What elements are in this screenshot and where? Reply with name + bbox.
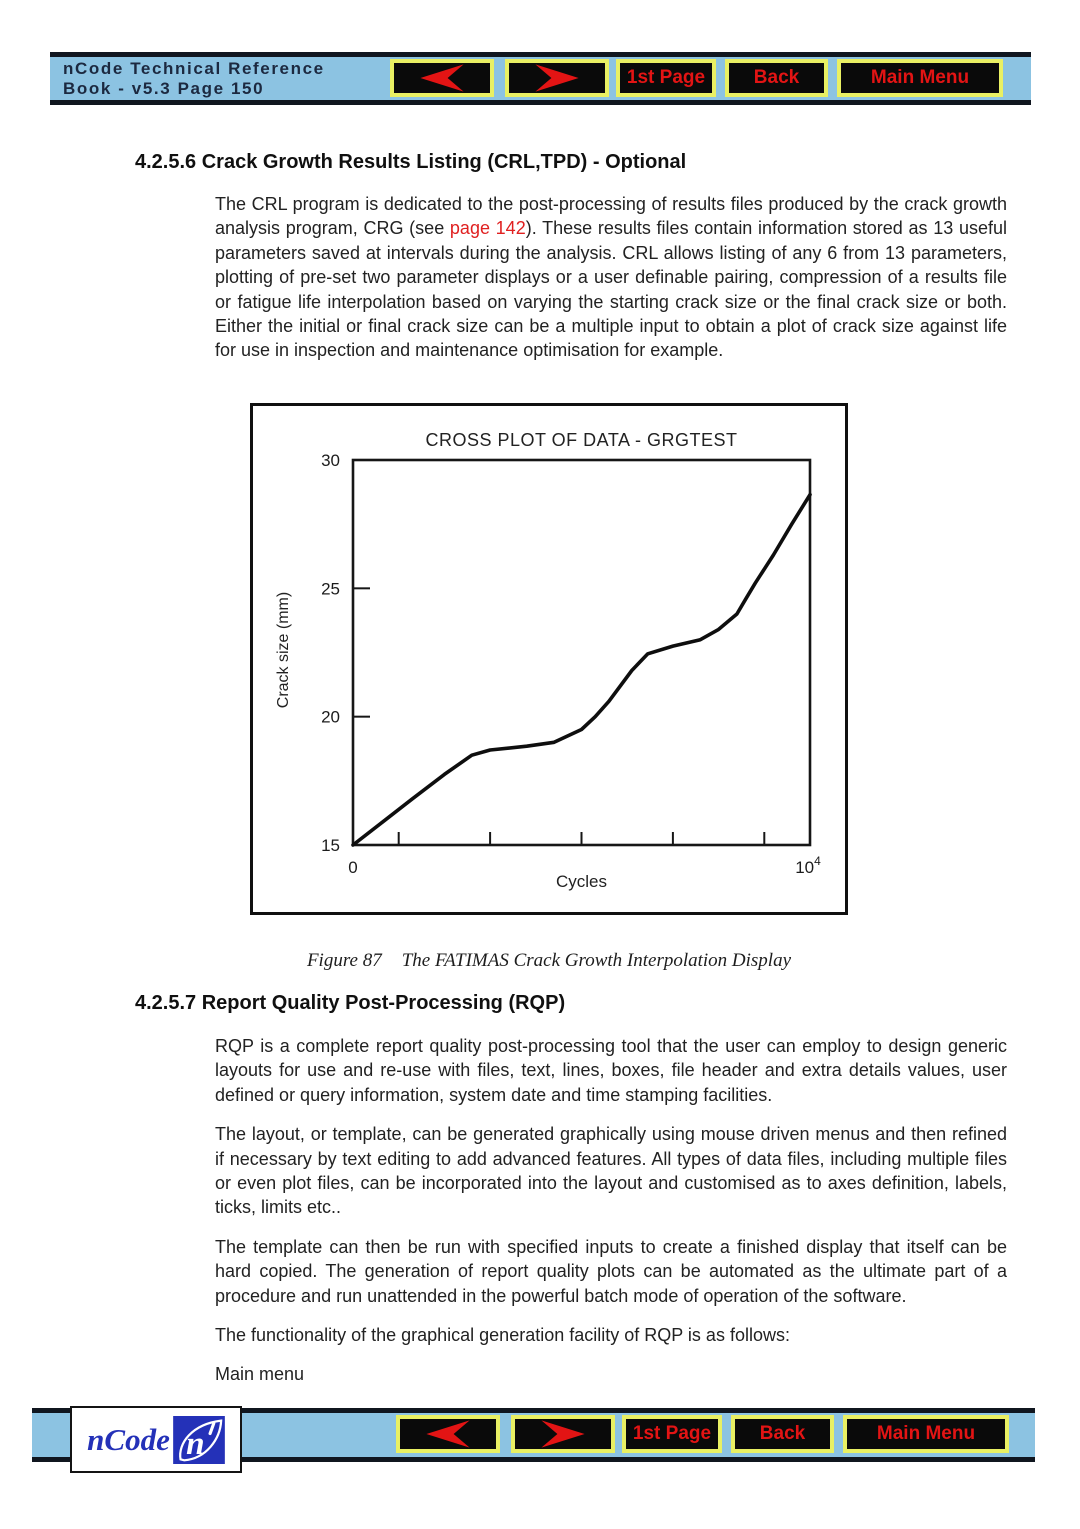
paragraph-text-part2: ). These results files contain information stored as 13 useful parameters saved at intervals during the analysis. CRL allows listing of any 6 from 13 parameters, plotting of pre-set two parameter displays or a user definable pairing, compression of a results file or fatigue life interpolation based on varying the starting crack size or the final crack size or both. Either the initial or final crack size can be a multiple input to obtain a plot of crack size against life for use in inspection and maintenance optimisation for example. [215, 218, 1008, 361]
svg-text:n: n [185, 1424, 205, 1462]
back-button[interactable] [725, 59, 828, 97]
page-142-link[interactable]: page 142 [449, 218, 526, 239]
section-heading-crack-growth: 4.2.5.6 Crack Growth Results Listing (CRL,TPD) - Optional [135, 151, 687, 173]
back-button-label: Back [753, 67, 800, 88]
svg-text:25: 25 [321, 579, 340, 599]
document-title [63, 59, 325, 99]
previous-page-button[interactable] [390, 59, 494, 97]
figure-87-box [250, 403, 848, 915]
section-heading-rqp: 4.2.5.7 Report Quality Post-Processing (RQP) [135, 992, 566, 1014]
svg-text:104: $10^4$ [795, 854, 821, 877]
main-menu-list-item: Main menu [215, 1364, 305, 1385]
svg-text:20: 20 [321, 707, 340, 727]
svg-text:15: 15 [321, 836, 340, 855]
figure-caption-text: The FATIMAS Crack Growth Interpolation Display [401, 950, 792, 971]
left-arrow-icon [413, 62, 471, 94]
rqp-paragraph-3: The template can then be run with specified inputs to create a finished display that itself can be hard copied. The generation of report quality plots can be automated as the ultimate part of a procedure and run unattended in the powerful batch mode of operation of the software. [215, 1236, 1007, 1306]
first-page-button-label: 1st Page [632, 1423, 712, 1444]
back-button-label: Back [759, 1423, 806, 1444]
previous-page-button[interactable] [396, 1415, 500, 1453]
top-nav-bar [50, 52, 1031, 105]
figure-caption-label: Figure 87 [306, 950, 382, 971]
left-arrow-icon [419, 1418, 477, 1450]
figure-caption [250, 950, 848, 972]
chart-title: CROSS PLOT OF DATA - GRGTEST [425, 430, 738, 450]
right-arrow-icon [528, 62, 586, 94]
next-page-button[interactable] [505, 59, 609, 97]
chart-y-axis-label: Crack size (mm) [275, 591, 292, 709]
first-page-button-label: 1st Page [626, 67, 706, 88]
next-page-button[interactable] [511, 1415, 615, 1453]
first-page-button[interactable] [616, 59, 716, 97]
document-title-line2: Book - v5.3 Page 150 [63, 79, 265, 98]
main-menu-button-label: Main Menu [876, 1423, 976, 1444]
crack-growth-paragraph [215, 192, 1007, 363]
ncode-logo [70, 1406, 242, 1473]
paragraph-text-part1: The CRL program is dedicated to the post-processing of results files produced by the crack growth analysis program, CRG (see [215, 194, 1007, 239]
right-arrow-icon [534, 1418, 592, 1450]
ncode-logo-text: nCode [87, 1422, 170, 1457]
crack-growth-plot [253, 406, 845, 912]
rqp-paragraph-1: RQP is a complete report quality post-processing tool that the user can employ to design generic layouts for use and re-use with files, text, lines, boxes, file header and extra details values, user defined or query information, system date and time stamping facilities. [215, 1036, 1007, 1105]
svg-text:0: 0 [348, 858, 358, 877]
document-title-line1: nCode Technical Reference [63, 59, 325, 78]
main-menu-button-label: Main Menu [870, 67, 970, 88]
main-menu-button[interactable] [843, 1415, 1009, 1453]
ncode-logo-mark-icon [173, 1416, 225, 1464]
first-page-button[interactable] [622, 1415, 722, 1453]
back-button[interactable] [731, 1415, 834, 1453]
chart-x-axis-label: Cycles [555, 872, 607, 891]
bottom-nav-bar [32, 1408, 1035, 1462]
main-menu-button[interactable] [837, 59, 1003, 97]
svg-text:30: 30 [321, 451, 340, 470]
rqp-paragraph-4: The functionality of the graphical generation facility of RQP is as follows: [215, 1325, 790, 1346]
rqp-paragraph-2: The layout, or template, can be generated graphically using mouse driven menus and then refined if necessary by text editing to add advanced features. All types of data files, including multiple files or even plot files, can be incorporated into the layout and customised as to axes definition, labels, ticks, limits etc.. [215, 1124, 1007, 1218]
rqp-paragraphs [215, 1034, 1007, 1402]
